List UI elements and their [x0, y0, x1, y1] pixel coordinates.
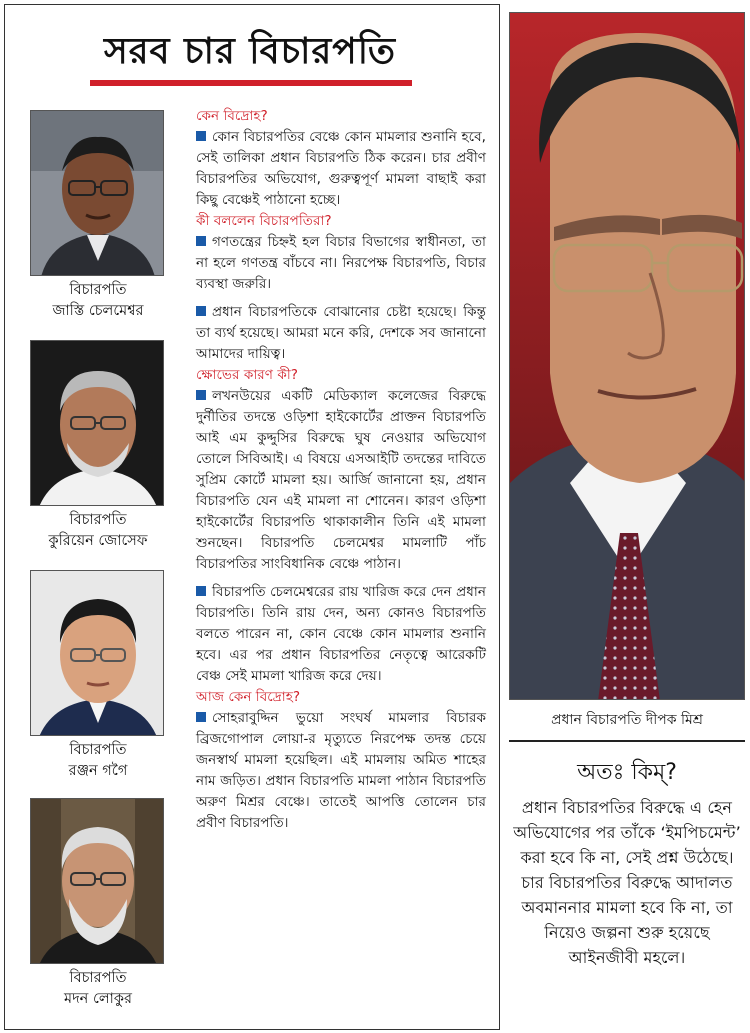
judge-photo-chelameswar	[30, 110, 164, 276]
bullet-square-icon	[196, 712, 206, 722]
judge-photo-lokur	[30, 798, 164, 964]
sidebar-heading: অতঃ কিম্?	[577, 760, 677, 785]
judge-card-gogoi	[30, 570, 166, 782]
judge-name: রঞ্জন গগৈ	[68, 763, 128, 779]
article-paragraph: গণতন্ত্রের চিহ্নই হল বিচার বিভাগের স্বাধীনতা, তা না হলে গণতন্ত্র বাঁচবে না। নিরপেক্ষ বিচারপতি, বিচার ব্যবস্থা জরুরি।	[196, 234, 486, 292]
article-paragraph: লখনউয়ের একটি মেডিক্যাল কলেজের বিরুদ্ধে দুর্নীতির তদন্তে ওড়িশা হাইকোর্টের প্রাক্তন বিচারপতি আই এম কুদ্দুসির বিরুদ্ধে ঘুষ নেওয়ার অভিযোগ তোলে সিবিআই। এ বিষয়ে এসআইটি তদন্তের দাবিতে সুপ্রিম কোর্টে মামলা হয়। আর্জি জানানো হয়, প্রধান বিচারপতি যেন এই মামলা না শোনেন। কারণ ওড়িশা হাইকোর্টের বিচারপতি থাকাকালীন তিনি এই মামলা শুনছেন। বিচারপতি চেলমেশ্বর মামলাটি পাঁচ বিচারপতির সাংবিধানিক বেঞ্চে পাঠান।	[196, 388, 486, 572]
judge-name: মদন লোকুর	[64, 991, 132, 1007]
article-paragraph: বিচারপতি চেলমেশ্বরের রায় খারিজ করে দেন প্রধান বিচারপতি। তিনি রায় দেন, অন্য কোনও বিচারপতি বলতে পারেন না, কোন বেঞ্চে কোন মামলার শুনানি হবে। এর পর প্রধান বিচারপতির নেতৃত্বে আরেকটি বেঞ্চ সেই মামলা খারিজ করে দেয়।	[196, 584, 486, 684]
bullet-square-icon	[196, 586, 206, 596]
sidebar-divider	[509, 740, 745, 742]
chief-justice-caption: প্রধান বিচারপতি দীপক মিশ্র	[551, 712, 703, 728]
question-heading: আজ কেন বিদ্রোহ?	[196, 689, 301, 705]
headline: সরব চার বিচারপতি	[103, 31, 397, 72]
judge-photo-gogoi	[30, 570, 164, 736]
judge-title: বিচারপতি	[69, 742, 127, 758]
question-heading: কী বললেন বিচারপতিরা?	[196, 213, 332, 229]
article-paragraph: সোহরাবুদ্দিন ভুয়ো সংঘর্ষ মামলার বিচারক ব্রিজগোপাল লোয়া-র মৃত্যুতে নিরপেক্ষ তদন্ত চেয়ে জনস্বার্থ মামলা হয়েছিল। এই মামলায় অমিত শাহের নাম জড়িত। প্রধান বিচারপতি মামলা পাঠান বিচারপতি অরুণ মিশ্রর বেঞ্চে। তাতেই আপত্তি তোলেন চার প্রবীণ বিচারপতি।	[196, 710, 486, 831]
judge-title: বিচারপতি	[69, 512, 127, 528]
judge-title: বিচারপতি	[69, 970, 127, 986]
question-heading: ক্ষোভের কারণ কী?	[196, 367, 298, 383]
article-body	[196, 106, 486, 834]
bullet-square-icon	[196, 390, 206, 400]
sidebar-text: প্রধান বিচারপতির বিরুদ্ধে এ হেন অভিযোগের পর তাঁকে ‘ইমপিচমেন্ট’ করা হবে কি না, সেই প্রশ্ন উঠেছে। চার বিচারপতির বিরুদ্ধে আদালত অবমাননার মামলা হবে কি না, তা নিয়েও জল্পনা শুরু হয়েছে আইনজীবী মহলে।	[513, 798, 741, 967]
question-heading: কেন বিদ্রোহ?	[196, 108, 268, 124]
judge-name: জাস্তি চেলমেশ্বর	[52, 303, 144, 319]
article-paragraph: প্রধান বিচারপতিকে বোঝানোর চেষ্টা হয়েছে। কিন্তু তা ব্যর্থ হয়েছে। আমরা মনে করি, দেশকে সব জানানো আমাদের দায়িত্ব।	[196, 304, 486, 362]
chief-justice-photo	[509, 12, 745, 700]
bullet-square-icon	[196, 236, 206, 246]
bullet-square-icon	[196, 131, 206, 141]
judge-card-kurian	[30, 340, 166, 552]
headline-underline	[90, 80, 412, 86]
judge-title: বিচারপতি	[69, 282, 127, 298]
bullet-square-icon	[196, 306, 206, 316]
judge-card-chelameswar	[30, 110, 166, 322]
judge-card-lokur	[30, 798, 166, 1010]
judge-name: কুরিয়েন জোসেফ	[48, 533, 148, 549]
judge-photo-kurian	[30, 340, 164, 506]
article-paragraph: কোন বিচারপতির বেঞ্চে কোন মামলার শুনানি হবে, সেই তালিকা প্রধান বিচারপতি ঠিক করেন। চার প্রবীণ বিচারপতির অভিযোগ, গুরুত্বপূর্ণ মামলা বাছাই করা কিছু বেঞ্চেই পাঠানো হচ্ছে।	[196, 129, 486, 208]
